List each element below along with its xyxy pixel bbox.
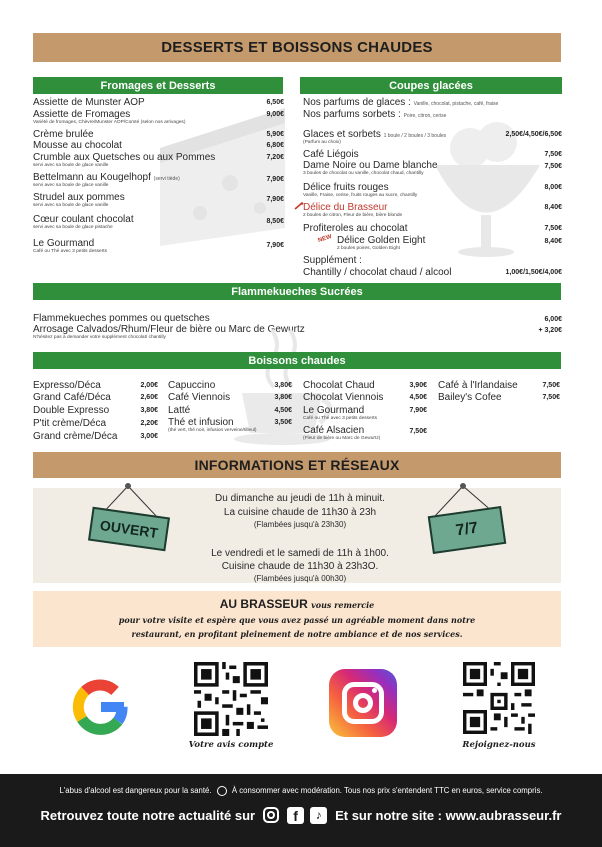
drink-name: Expresso/Déca: [33, 380, 101, 391]
menu-item-desc: (Parfum au choix): [303, 140, 341, 145]
instagram-icon[interactable]: [329, 669, 397, 737]
menu-item-price: 8,50€: [266, 218, 284, 225]
drink-price: 2,60€: [140, 394, 158, 401]
drink-price: 3,00€: [140, 433, 158, 440]
thanks-text: restaurant, en profitant pleinement de notre ambiance et de nos services.: [131, 629, 463, 639]
menu-item-name: Dame Noire ou Dame blanche: [303, 160, 438, 171]
drink-name: Le Gourmand: [303, 405, 365, 416]
section-title-flamm: Flammekueches Sucrées: [33, 283, 561, 300]
review-label: Votre avis compte: [188, 740, 274, 750]
menu-item-name: Profiteroles au chocolat: [303, 223, 408, 234]
menu-item-name: Délice fruits rouges: [303, 182, 389, 193]
drink-price: 4,50€: [409, 394, 427, 401]
drink-price: 2,00€: [140, 382, 158, 389]
drink-name: Double Expresso: [33, 405, 110, 416]
drink-name: P'tit crème/Déca: [33, 418, 107, 429]
tiktok-footer-icon[interactable]: ♪: [310, 807, 327, 824]
menu-item-desc: 2 boules de citron, Fleur de bière, bière blonde: [303, 213, 403, 218]
section-title-fromages: Fromages et Desserts: [33, 77, 283, 94]
menu-item-price: 7,90€: [266, 242, 284, 249]
drink-name: Latté: [168, 405, 191, 416]
menu-item-price: 7,90€: [266, 196, 284, 203]
drink-name: Capuccino: [168, 380, 216, 391]
drink-price: 4,50€: [274, 407, 292, 414]
drink-name: Chocolat Viennois: [303, 392, 384, 403]
drink-price: 7,90€: [409, 407, 427, 414]
menu-item-desc: Variété de fromages, Chèvre/Munster AOP/Comté (selon nos arrivages): [33, 120, 186, 125]
menu-item-desc: 2 boules poires, Golden Eight: [337, 246, 400, 251]
menu-item-price: 6,50€: [266, 99, 284, 106]
instagram-footer-icon[interactable]: [263, 807, 279, 823]
menu-item-desc: servi avec sa boule de glace vanille: [33, 163, 109, 168]
drink-price: 7,50€: [542, 382, 560, 389]
google-icon[interactable]: [70, 677, 130, 737]
menu-item-price: 8,40€: [544, 204, 562, 211]
open-days-sign: 7/7: [428, 506, 507, 554]
drink-name: Grand crème/Déca: [33, 431, 118, 442]
menu-item-price: 7,50€: [544, 151, 562, 158]
drink-price: 3,80€: [274, 382, 292, 389]
menu-item-desc: servi avec sa boule de glace vanille: [33, 203, 109, 208]
menu-item-desc: Café ou Thé avec 3 petits desserts: [33, 249, 108, 254]
drink-name: Café à l'Irlandaise: [438, 380, 518, 391]
menu-item-name: Bettelmann au Kougelhopf (servi tiède): [33, 172, 180, 183]
menu-item-price: 9,00€: [266, 111, 284, 118]
menu-item-price: 7,90€: [266, 176, 284, 183]
menu-item-name: Mousse au chocolat: [33, 140, 122, 151]
new-badge: NEW: [317, 233, 333, 245]
drink-name: Café Viennois: [168, 392, 231, 403]
menu-item-note: (servi tiède): [153, 176, 180, 182]
footer-links: Retrouvez toute notre actualité sur f ♪ Et sur notre site : www.aubrasseur.fr: [40, 807, 562, 824]
drink-price: 3,80€: [140, 407, 158, 414]
menu-item-price: 2,50€/4,50€/6,50€: [505, 131, 562, 138]
menu-item-desc: servi avec sa boule de glace vanille: [33, 183, 109, 188]
drink-price: 2,20€: [140, 420, 158, 427]
menu-item-name: Glaces et sorbets 1 boule / 2 boules / 3 boules: [303, 129, 447, 140]
menu-item-name: Arrosage Calvados/Rhum/Fleur de bière ou Marc de Gewurtz: [33, 324, 305, 335]
menu-item-price: 6,80€: [266, 142, 284, 149]
menu-item-price: 8,40€: [544, 238, 562, 245]
hours-note: (Flambées jusqu'à 00h30): [253, 574, 347, 583]
drink-name: Grand Café/Déca: [33, 392, 111, 403]
hours-line: Le vendredi et le samedi de 11h à 1h00.: [211, 548, 389, 559]
section-title-boissons: Boissons chaudes: [33, 352, 561, 369]
join-label: Rejoignez-nous: [462, 740, 536, 750]
menu-item-name: Crème brulée: [33, 129, 94, 140]
menu-item-price: 6,00€: [544, 316, 562, 323]
drink-name: Café Alsacien: [303, 425, 365, 436]
drink-desc: (Fleur de bière ou Marc de Gewurtz): [303, 436, 381, 441]
menu-item-name: Cœur coulant chocolat: [33, 214, 134, 225]
menu-item-name: Café Liégois: [303, 149, 359, 160]
menu-item-price: 7,20€: [266, 154, 284, 161]
thanks-text: pour votre visite et espère que vous avez passé un agréable moment dans notre: [118, 615, 476, 625]
menu-item-name: Délice du Brasseur: [303, 202, 388, 213]
drink-name: Thé et infusion: [168, 417, 234, 428]
drink-desc: (thé vert, thé noir, infusion verveine/tilleul): [168, 428, 257, 433]
sorbets-line: Nos parfums sorbets : Poire, citron, cerise: [303, 109, 447, 120]
menu-item-name: Chantilly / chocolat chaud / alcool: [303, 267, 452, 278]
menu-item-desc: 3 boules de chocolat ou vanille, chocolat chaud, chantilly: [303, 171, 424, 176]
footer-disclaimer: L'abus d'alcool est dangereux pour la santé. À consommer avec modération. Tous nos prix s'entendent TTC en euros, service compris.: [59, 786, 543, 796]
thanks-heading: AU BRASSEUR vous remercie: [219, 597, 375, 611]
infos-title: INFORMATIONS ET RÉSEAUX: [33, 452, 561, 478]
drink-name: Chocolat Chaud: [303, 380, 375, 391]
menu-item-name: Strudel aux pommes: [33, 192, 125, 203]
menu-item-price: 7,50€: [544, 225, 562, 232]
hours-line: La cuisine chaude de 11h30 à 23h: [223, 507, 377, 518]
menu-item-price: + 3,20€: [538, 327, 562, 334]
flavours-line: Nos parfums de glaces : Vanille, chocolat, pistache, café, fraise: [303, 97, 499, 108]
hours-note: (Flambées jusqu'à 23h30): [253, 520, 347, 529]
menu-item-price: 1,00€/1,50€/4,00€: [505, 269, 562, 276]
drink-price: 7,50€: [542, 394, 560, 401]
menu-item-name: Flammekueches pommes ou quetsches: [33, 313, 210, 324]
menu-item-desc: Vanille, Fraise, cerise, fruits rouges au sucre, chantilly: [303, 193, 418, 198]
hours-line: Du dimanche au jeudi de 11h à minuit.: [215, 493, 385, 504]
hours-line: Cuisine chaude de 11h30 à 23h3O.: [221, 561, 379, 572]
menu-item-name: Supplément :: [303, 255, 362, 266]
drink-price: 3,80€: [274, 394, 292, 401]
drink-price: 3,90€: [409, 382, 427, 389]
drink-desc: Café ou Thé avec 3 petits desserts: [303, 416, 378, 421]
section-title-coupes: Coupes glacées: [300, 77, 562, 94]
drink-price: 7,50€: [409, 428, 427, 435]
website-link[interactable]: Et sur notre site : www.aubrasseur.fr: [335, 807, 562, 823]
no-alcohol-pregnant-icon: [217, 786, 227, 796]
menu-item-price: 8,00€: [544, 184, 562, 191]
menu-item-name: Le Gourmand: [33, 238, 95, 249]
facebook-footer-icon[interactable]: f: [287, 807, 304, 824]
menu-item-name: Crumble aux Quetsches ou aux Pommes: [33, 152, 216, 163]
menu-item-desc: N'hésitez pas à demander votre supplément chocolat/ chantilly: [33, 335, 166, 340]
review-qr-code[interactable]: [194, 662, 268, 736]
social-qr-code[interactable]: [463, 662, 535, 734]
menu-item-name: Assiette de Munster AOP: [33, 97, 145, 108]
menu-item-price: 7,50€: [544, 163, 562, 170]
drink-price: 3,50€: [274, 419, 292, 426]
page-title: DESSERTS ET BOISSONS CHAUDES: [33, 33, 561, 62]
menu-item-name: Délice Golden Eight: [337, 235, 426, 246]
menu-item-price: 5,90€: [266, 131, 284, 138]
menu-item-desc: servi avec sa boule de glace pistache: [33, 225, 113, 230]
menu-item-name: Assiette de Fromages: [33, 109, 131, 120]
open-sign: OUVERT: [88, 507, 170, 552]
drink-name: Bailey's Cofee: [438, 392, 502, 403]
